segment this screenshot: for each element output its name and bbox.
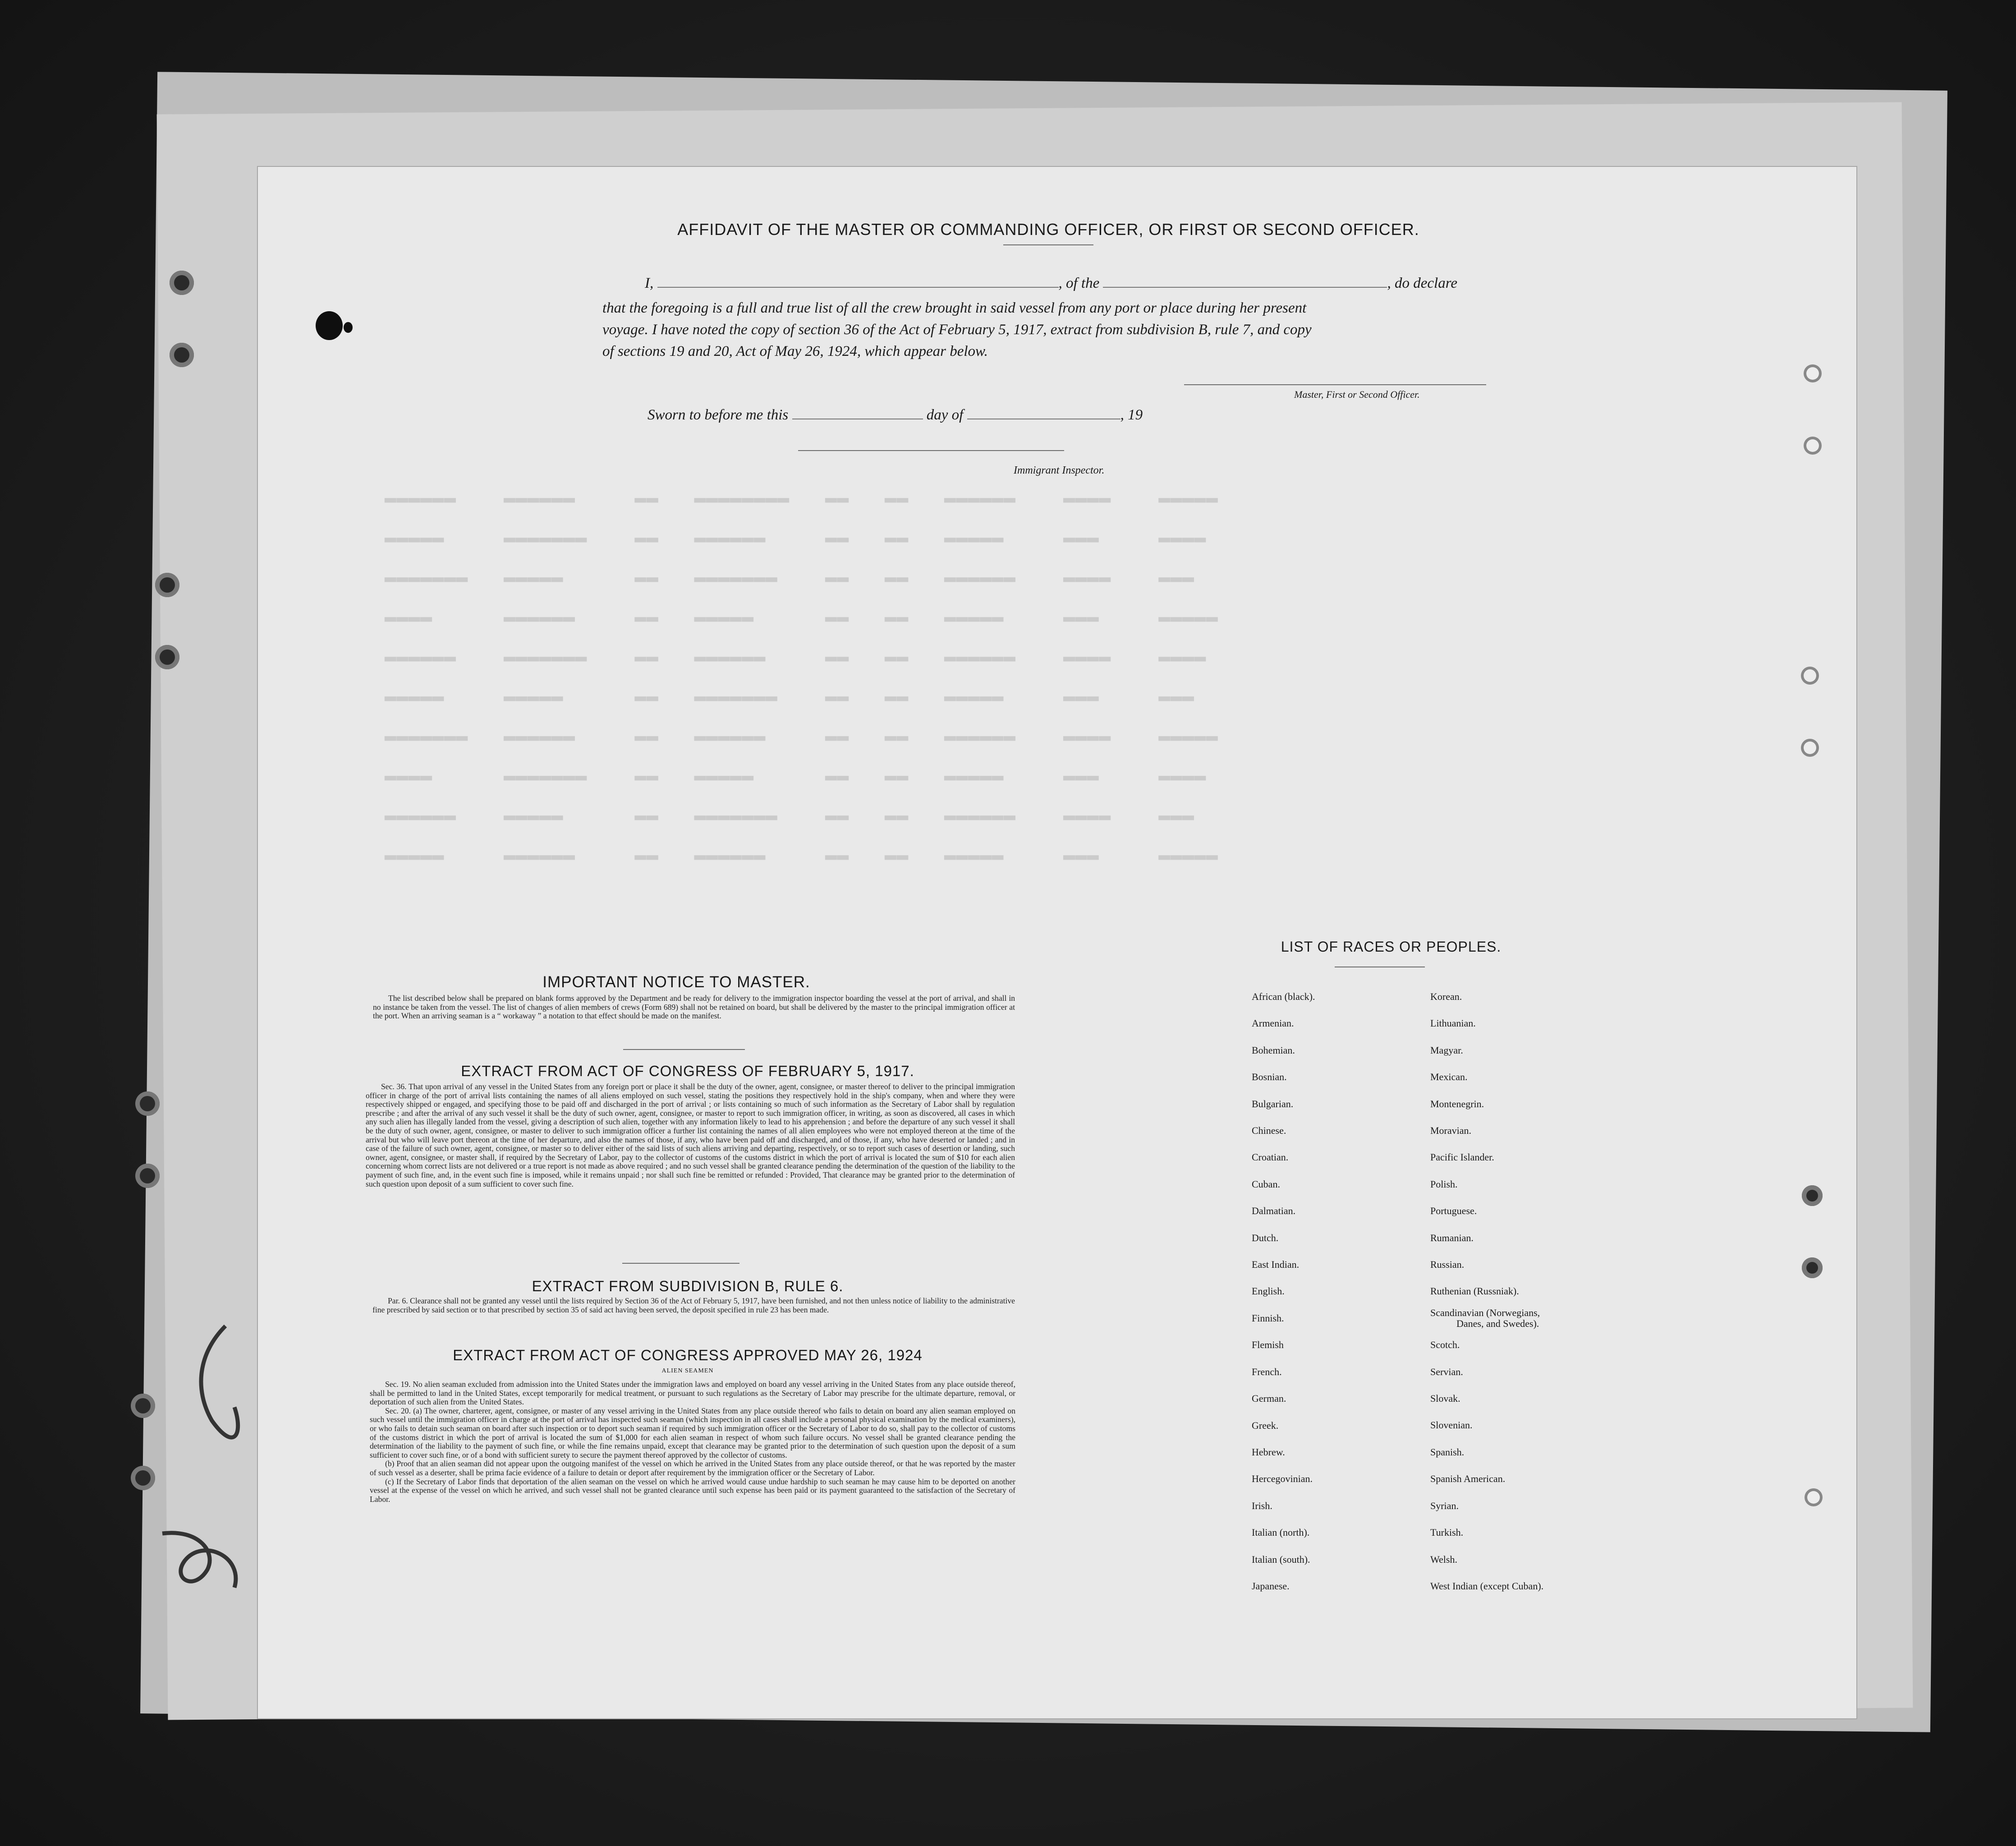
- affidavit-line-2: that the foregoing is a full and true list of all the crew brought in said vessel from any port or place during her present: [602, 300, 1307, 316]
- affidavit-title: AFFIDAVIT OF THE MASTER OR COMMANDING OFFICER, OR FIRST OR SECOND OFFICER.: [677, 220, 1419, 239]
- extract-1924-title: EXTRACT FROM ACT OF CONGRESS APPROVED MAY 26, 1924: [453, 1347, 923, 1363]
- race-item: Moravian.: [1430, 1125, 1472, 1137]
- declarant-name-field[interactable]: [657, 273, 1059, 288]
- extract-1917-title: EXTRACT FROM ACT OF CONGRESS OF FEBRUARY 5, 1917.: [461, 1063, 914, 1079]
- sworn-line: [648, 405, 1234, 425]
- race-item-line: Scandinavian (Norwegians,: [1430, 1307, 1540, 1318]
- punch-hole: [135, 1091, 160, 1116]
- race-item: African (black).: [1252, 991, 1315, 1002]
- section-rule: [623, 1049, 745, 1050]
- section-20a-paragraph: Sec. 20. (a) The owner, charterer, agent, consignee, or master of any vessel arriving in the United States from any place outside thereof who fails to detain on board any alien seaman employed on such vessel until the immigration officer in charge at the port of arrival has inspected such seaman (which inspection in all cases shall include a personal physical examination by the medical examiners), or who fails to detain such seaman on board after such inspection or to deport such seaman if required by such immigration officer or the Secretary of Labor to do so, shall pay to the collector of customs of the customs district in which the port of arrival is located the sum of $1,000 for each alien seaman in respect of whom such failure occurs. No vessel shall be granted clearance pending the determination of the liability to the payment of such fine, or while the fine remains unpaid, except that clearance may be granted prior to the determination of such question upon the deposit of a sum sufficient to cover such fine, or of a bond with sufficient surety to secure the payment thereof approved by the collector of customs.: [370, 1406, 1015, 1459]
- punch-hole: [1805, 1488, 1823, 1506]
- race-item: Scotch.: [1430, 1339, 1460, 1351]
- notice-body: [373, 994, 1015, 1021]
- sworn-day-of: day of: [926, 407, 964, 423]
- race-item: Hercegovinian.: [1252, 1473, 1313, 1485]
- race-item: Ruthenian (Russniak).: [1430, 1285, 1519, 1297]
- race-item-line: Danes, and Swedes).: [1456, 1317, 1539, 1329]
- extract-1917-body: [366, 1082, 1015, 1188]
- race-item: Rumanian.: [1430, 1232, 1474, 1243]
- vessel-name-field[interactable]: [1103, 273, 1387, 288]
- notice-paragraph: The list described below shall be prepared on blank forms approved by the Department and be ready for delivery to the immigration inspector boarding the vessel at the port of arrival, and shall in no instance be taken from the vessel. The list of changes of alien members of crews (Form 689) shall not be retained on board, but shall be delivered by the master to the principal immigration officer at the port. When an arriving seaman is a “ workaway ” a notation to that effect should be made on the manifest.: [373, 994, 1015, 1021]
- race-item: Bulgarian.: [1252, 1098, 1294, 1109]
- alien-seamen-subtitle: ALIEN SEAMEN: [661, 1367, 714, 1374]
- race-item: French.: [1252, 1366, 1282, 1377]
- inspector-signature-line[interactable]: [798, 450, 1064, 451]
- race-item: Bosnian.: [1252, 1071, 1287, 1083]
- race-item: Chinese.: [1252, 1125, 1286, 1137]
- notice-title: IMPORTANT NOTICE TO MASTER.: [542, 973, 810, 991]
- race-item: Bohemian.: [1252, 1044, 1295, 1056]
- inspector-caption: Immigrant Inspector.: [1014, 465, 1105, 476]
- ink-stain: [316, 311, 343, 340]
- section-rule: [622, 1263, 739, 1264]
- race-item: Finnish.: [1252, 1312, 1284, 1324]
- punch-hole: [1801, 739, 1819, 757]
- section-36-paragraph: Sec. 36. That upon arrival of any vessel in the United States from any foreign port or place it shall be the duty of the owner, agent, consignee, or master thereof to deliver to the principal immigration officer in charge of the port of arrival lists containing the names of all aliens employed on such vessel, stating the positions they respectively hold in the ship's company, when and where they were respectively shipped or engaged, and specifying those to be paid off and discharged in the port of arrival ; or lists containing so much of such information as the Secretary of Labor shall by regulation prescribe ; and after the arrival of any such vessel it shall be the duty of such owner, agent, consignee, or master to report to such immigration officer, in writing, as soon as discovered, all cases in which any such alien has illegally landed from the vessel, giving a description of such alien, together with any information likely to lead to his apprehension ; and before the departure of any such vessel it shall be the duty of such owner, agent, consignee, or master to deliver to such immigration officer a further list containing the names of all alien employees who were not employed thereon at the time of the arrival but who will leave port thereon at the time of her departure, and also the names of those, if any, who have been paid off and discharged, and of those, if any, who have deserted or landed ; and in case of the failure of such owner, agent, consignee, or master so to deliver either of the said lists of such aliens arriving and departing, respectively, or so to report such cases of desertion or landing, such owner, agent, consignee, or master shall, if required by the Secretary of Labor, pay to the collector of customs of the customs district in which the port of arrival is located the sum of $10 for each alien concerning whom correct lists are not delivered or a true report is not made as above required ; and no such vessel shall be granted clearance pending the determination of the question of the liability to the payment of such fine, and, in the event such fine is imposed, while it remains unpaid ; nor shall such fine be remitted or refunded : Provided, That clearance may be granted prior to the determination of such question upon deposit of a sum sufficient to cover such fine.: [366, 1082, 1015, 1188]
- binding-string: [144, 1317, 262, 1633]
- punch-hole: [135, 1164, 160, 1188]
- sworn-year: , 19: [1120, 407, 1143, 423]
- race-item: Japanese.: [1252, 1580, 1290, 1592]
- extract-1924-body: [370, 1380, 1015, 1504]
- race-item: Italian (north).: [1252, 1527, 1310, 1538]
- race-item: Italian (south).: [1252, 1553, 1310, 1565]
- punch-hole: [155, 645, 179, 669]
- race-item: Cuban.: [1252, 1178, 1280, 1190]
- race-item: Flemish: [1252, 1339, 1284, 1351]
- race-item: Servian.: [1430, 1366, 1463, 1377]
- race-item: English.: [1252, 1285, 1285, 1297]
- affidavit-i: I,: [645, 275, 654, 291]
- race-item: Slovak.: [1430, 1393, 1460, 1404]
- sworn-month-field[interactable]: [967, 405, 1121, 419]
- paragraph-6: Par. 6. Clearance shall not be granted any vessel until the lists required by Section 36 of the Act of February 5, 1917, have been furnished, and not then unless notice of liability to the administrative fine prescribed by said section or to that prescribed by section 35 of said act having been served, the deposit specified in rule 23 has been made.: [372, 1296, 1015, 1314]
- sworn-prefix: Sworn to before me this: [648, 407, 789, 423]
- rule6-body: [372, 1297, 1015, 1314]
- race-item: Polish.: [1430, 1178, 1458, 1190]
- race-item: Syrian.: [1430, 1500, 1459, 1511]
- race-item: Lithuanian.: [1430, 1017, 1476, 1029]
- race-item: West Indian (except Cuban).: [1430, 1580, 1544, 1592]
- race-item: Hebrew.: [1252, 1446, 1285, 1458]
- race-item: East Indian.: [1252, 1259, 1300, 1271]
- races-title: LIST OF RACES OR PEOPLES.: [1281, 939, 1502, 955]
- race-item: Slovenian.: [1430, 1419, 1473, 1431]
- master-signature-line[interactable]: [1184, 384, 1486, 385]
- races-left-column: [1252, 983, 1315, 1599]
- title-rule: [1003, 244, 1093, 245]
- punch-hole: [1801, 667, 1819, 685]
- section-19-paragraph: Sec. 19. No alien seaman excluded from admission into the United States under the immigration laws and employed on board any vessel arriving in the United States from any place outside thereof, shall be permitted to land in the United States, except temporarily for medical treatment, or pursuant to such regulations as the Secretary of Labor may prescribe for the ultimate departure, removal, or deportation of such alien from the United States.: [370, 1380, 1015, 1407]
- race-item: Russian.: [1430, 1259, 1465, 1271]
- affidavit-do-declare: , do declare: [1387, 275, 1457, 291]
- master-caption: Master, First or Second Officer.: [1294, 389, 1420, 400]
- punch-hole: [1804, 437, 1822, 455]
- race-item: Irish.: [1252, 1500, 1272, 1511]
- race-item: Pacific Islander.: [1430, 1151, 1494, 1163]
- affidavit-line-4: of sections 19 and 20, Act of May 26, 1924, which appear below.: [602, 343, 988, 359]
- race-item: Armenian.: [1252, 1017, 1294, 1029]
- ink-stain: [344, 322, 353, 333]
- race-item: Spanish.: [1430, 1446, 1465, 1458]
- race-item: Korean.: [1430, 991, 1462, 1002]
- section-20c-paragraph: (c) If the Secretary of Labor finds that deportation of the alien seaman on the vessel on which he arrived would cause undue hardship to such seaman he may cause him to be deported on another vessel at the expense of the vessel on which he arrived, and such vessel shall not be granted clearance until such expense has been paid or its payment guaranteed to the satisfaction of the Secretary of Labor.: [370, 1477, 1015, 1504]
- race-item: Spanish American.: [1430, 1473, 1506, 1485]
- section-20b-paragraph: (b) Proof that an alien seaman did not appear upon the outgoing manifest of the vessel on which he arrived in the United States from any place outside thereof, or that he was reported by the master of such vessel as a deserter, shall be prima facie evidence of a failure to detain or deport after requirement by the immigration officer or the Secretary of Labor.: [370, 1459, 1015, 1477]
- punch-hole: [1802, 1185, 1823, 1206]
- race-item: Montenegrin.: [1430, 1098, 1484, 1109]
- punch-hole: [1802, 1257, 1823, 1278]
- race-item: Croatian.: [1252, 1151, 1289, 1163]
- race-item: Dutch.: [1252, 1232, 1279, 1243]
- race-item-scandinavian: [1430, 1305, 1543, 1331]
- affidavit-of-the: , of the: [1058, 275, 1100, 291]
- rule6-title: EXTRACT FROM SUBDIVISION B, RULE 6.: [532, 1278, 844, 1294]
- race-item: Greek.: [1252, 1419, 1279, 1431]
- races-right-column: [1430, 983, 1543, 1599]
- punch-hole: [170, 343, 194, 367]
- race-item: Turkish.: [1430, 1527, 1464, 1538]
- bleed-through-table: ▬▬▬▬▬▬ ▬▬▬▬▬▬ ▬▬ ▬▬▬▬▬▬▬▬ ▬▬ ▬▬ ▬▬▬▬▬▬ ▬▬▬▬ ▬▬▬▬▬ ▬▬▬▬▬ ▬▬▬▬▬▬▬ ▬▬ ▬▬▬▬▬▬ ▬▬ ▬▬ ▬▬▬▬▬ ▬▬▬ ▬▬▬▬ ▬▬▬▬▬▬▬ ▬▬▬▬▬ ▬▬ ▬▬▬▬▬▬▬ ▬▬ ▬▬ ▬▬▬▬▬▬ ▬▬▬▬ ▬▬▬ ▬▬▬▬ ▬▬▬▬▬▬ ▬▬ ▬▬▬▬▬ ▬▬ ▬▬ ▬▬▬▬▬ ▬▬▬ ▬▬▬▬▬ ▬▬▬▬▬▬ ▬▬▬▬▬▬▬ ▬▬ ▬▬▬▬▬▬ ▬▬ ▬▬ ▬▬▬▬▬▬ ▬▬▬▬ ▬▬▬▬ ▬▬▬▬▬ ▬▬▬▬▬ ▬▬ ▬▬▬▬▬▬▬ ▬▬ ▬▬ ▬▬▬▬▬ ▬▬▬ ▬▬▬ ▬▬▬▬▬▬▬ ▬▬▬▬▬▬ ▬▬ ▬▬▬▬▬▬ ▬▬ ▬▬ ▬▬▬▬▬▬ ▬▬▬▬ ▬▬▬▬▬ ▬▬▬▬ ▬▬▬▬▬▬▬ ▬▬ ▬▬▬▬▬ ▬▬ ▬▬ ▬▬▬▬▬ ▬▬▬ ▬▬▬▬ ▬▬▬▬▬▬ ▬▬▬▬▬ ▬▬ ▬▬▬▬▬▬▬ ▬▬ ▬▬ ▬▬▬▬▬▬ ▬▬▬▬ ▬▬▬ ▬▬▬▬▬ ▬▬▬▬▬▬ ▬▬ ▬▬▬▬▬▬ ▬▬ ▬▬ ▬▬▬▬▬ ▬▬▬ ▬▬▬▬▬: [361, 487, 1218, 867]
- affidavit-line-3: voyage. I have noted the copy of section 36 of the Act of February 5, 1917, extract from subdivision B, rule 7, and copy: [602, 322, 1312, 338]
- race-item: Mexican.: [1430, 1071, 1468, 1083]
- race-item: Dalmatian.: [1252, 1205, 1296, 1217]
- punch-hole: [1804, 364, 1822, 382]
- sworn-day-field[interactable]: [792, 405, 923, 419]
- race-item: German.: [1252, 1393, 1286, 1404]
- punch-hole: [170, 271, 194, 295]
- race-item: Welsh.: [1430, 1553, 1457, 1565]
- race-item: Portuguese.: [1430, 1205, 1477, 1217]
- affidavit-line-1: [645, 273, 1502, 294]
- race-item: Magyar.: [1430, 1044, 1463, 1056]
- punch-hole: [155, 573, 179, 597]
